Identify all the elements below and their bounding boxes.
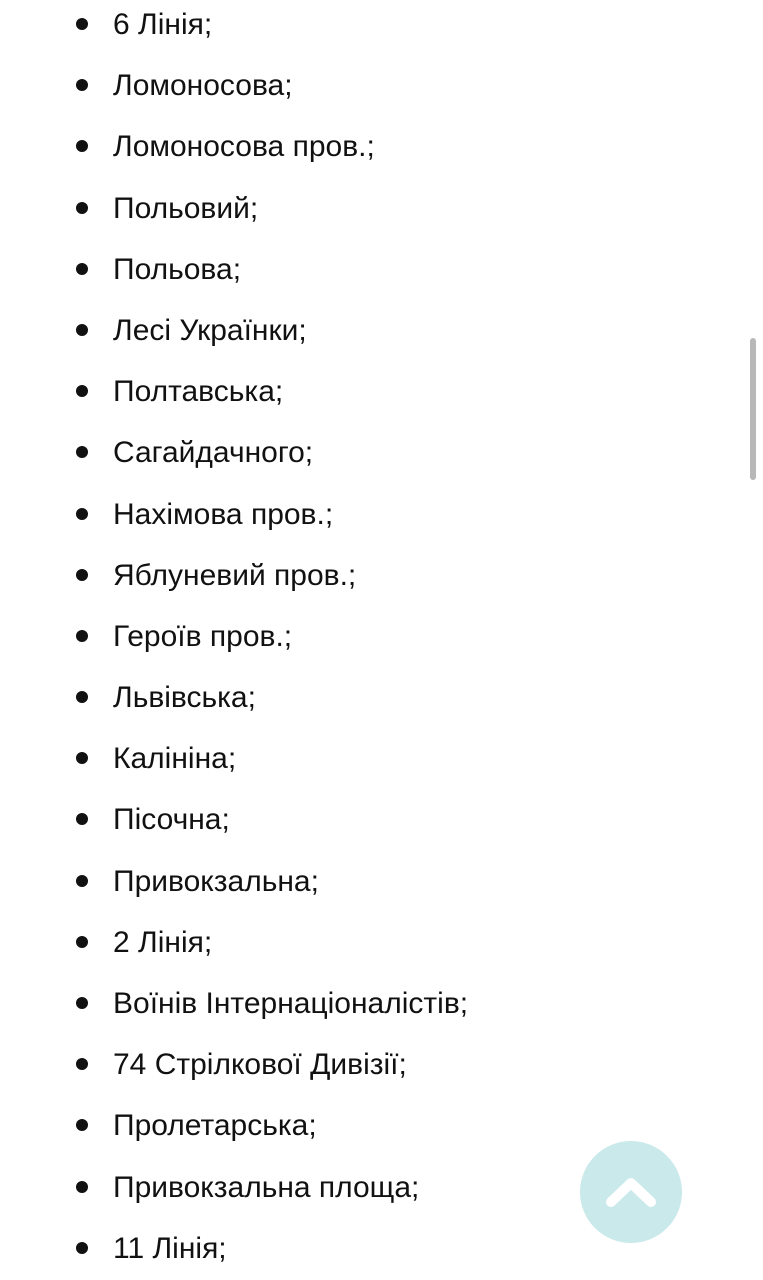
street-name: Ломоносова пров.; xyxy=(113,130,375,164)
bullet-icon xyxy=(76,936,88,948)
street-name: Нахімова пров.; xyxy=(113,497,334,531)
list-item xyxy=(0,545,700,606)
bullet-icon xyxy=(76,324,88,336)
street-name: Львівська; xyxy=(113,681,256,715)
bullet-icon xyxy=(76,569,88,581)
bullet-icon xyxy=(76,1058,88,1070)
list-item xyxy=(0,116,700,177)
street-name: Яблуневий пров.; xyxy=(113,558,357,592)
list-item xyxy=(0,1034,700,1095)
list-item xyxy=(0,1095,700,1156)
bullet-icon xyxy=(76,1242,88,1254)
list-item xyxy=(0,239,700,300)
list-item xyxy=(0,0,700,55)
chevron-up-icon xyxy=(603,1174,659,1210)
street-name: 74 Стрілкової Дивізії; xyxy=(113,1048,407,1082)
bullet-icon xyxy=(76,385,88,397)
bullet-icon xyxy=(76,1181,88,1193)
list-item xyxy=(0,667,700,728)
bullet-icon xyxy=(76,875,88,887)
bullet-icon xyxy=(76,630,88,642)
street-name: Калініна; xyxy=(113,742,237,776)
street-name: Воїнів Інтернаціоналістів; xyxy=(113,987,469,1020)
scroll-to-top-button[interactable] xyxy=(580,1141,682,1243)
street-name: Привокзальна; xyxy=(113,864,319,898)
bullet-icon xyxy=(76,997,88,1009)
street-name: Польова; xyxy=(113,252,242,286)
street-name: Пролетарська; xyxy=(113,1109,317,1143)
list-item xyxy=(0,728,700,789)
bullet-icon xyxy=(76,18,88,30)
bullet-icon xyxy=(76,813,88,825)
street-name: Лесі Українки; xyxy=(113,313,307,347)
street-name: Героїв пров.; xyxy=(113,619,293,653)
bullet-icon xyxy=(76,1119,88,1131)
street-name: Пісочна; xyxy=(113,803,230,837)
list-item xyxy=(0,300,700,361)
list-item xyxy=(0,178,700,239)
list-item xyxy=(0,851,700,912)
street-name: Польовий; xyxy=(113,191,259,225)
scrollbar-thumb[interactable] xyxy=(750,338,756,480)
street-name: 2 Лінія; xyxy=(113,925,213,959)
list-item xyxy=(0,912,700,973)
list-item xyxy=(0,973,700,1034)
street-name: Полтавська; xyxy=(113,375,284,409)
list-item xyxy=(0,361,700,422)
bullet-icon xyxy=(76,140,88,152)
street-name: 11 Лінія; xyxy=(113,1231,227,1265)
street-name: Ломоносова; xyxy=(113,69,293,103)
street-name: Привокзальна площа; xyxy=(113,1170,420,1204)
bullet-icon xyxy=(76,508,88,520)
bullet-icon xyxy=(76,446,88,458)
bullet-icon xyxy=(76,263,88,275)
list-item xyxy=(0,789,700,850)
list-item xyxy=(0,606,700,667)
list-item xyxy=(0,484,700,545)
bullet-icon xyxy=(76,79,88,91)
bullet-icon xyxy=(76,752,88,764)
street-name: 6 Лінія; xyxy=(113,8,213,41)
list-item xyxy=(0,422,700,483)
bullet-icon xyxy=(76,691,88,703)
street-name: Сагайдачного; xyxy=(113,436,314,470)
bullet-icon xyxy=(76,202,88,214)
list-item xyxy=(0,55,700,116)
